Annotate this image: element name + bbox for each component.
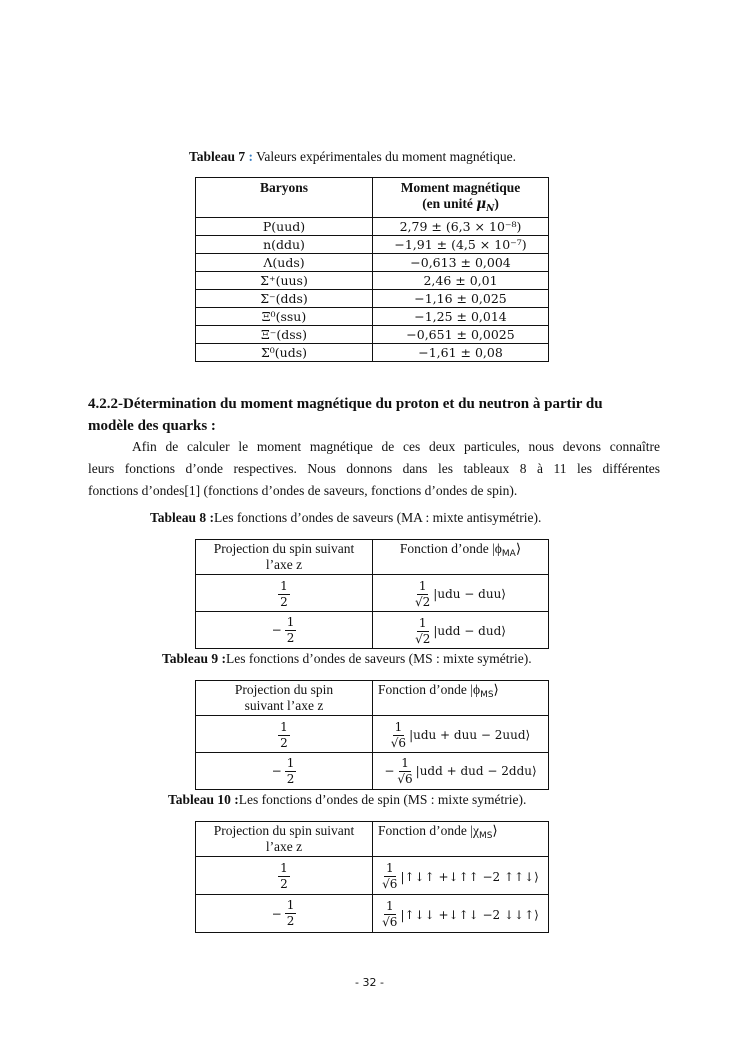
table7-caption-text: Valeurs expérimentales du moment magnétique. <box>253 149 516 164</box>
header-line1: Projection du spin <box>234 682 334 697</box>
moment-cell: 2,79 ± (6,3 × 10⁻⁸) <box>373 218 549 236</box>
table9 <box>195 680 549 790</box>
moment-cell: −1,91 ± (4,5 × 10⁻⁷) <box>373 236 549 254</box>
table-row <box>196 326 549 344</box>
moment-cell: −1,61 ± 0,08 <box>373 344 549 362</box>
paragraph-line1: Afin de calculer le moment magnétique de ces deux particules, nous devons connaître <box>132 439 660 454</box>
projection-cell <box>196 857 373 895</box>
denominator: √6 <box>390 735 407 750</box>
header-line1: Projection du spin suivant <box>213 541 355 556</box>
table9-caption-text: Les fonctions d’ondes de saveurs (MS : mixte symétrie). <box>226 651 532 666</box>
table-row <box>196 218 549 236</box>
table7 <box>195 177 549 362</box>
baryon-cell: Σ⁰(uds) <box>196 344 373 362</box>
wavefunction-cell <box>373 716 549 753</box>
table7-caption <box>189 149 516 165</box>
section-heading-line2: modèle des quarks : <box>88 418 216 434</box>
numerator: 1 <box>385 861 394 875</box>
table7-header-moment-line1: Moment magnétique <box>400 180 521 195</box>
denominator: 2 <box>286 914 295 928</box>
table-row <box>196 290 549 308</box>
header-function-text: Fonction d’onde |χ <box>378 823 479 838</box>
header-function-close: ⟩ <box>493 682 499 697</box>
wavefunction-cell <box>373 895 549 933</box>
denominator: √2 <box>415 594 431 609</box>
coefficient <box>415 579 430 610</box>
header-line2: l’axe z <box>265 557 303 572</box>
projection-cell <box>196 716 373 753</box>
table8-caption-label: Tableau 8 : <box>150 510 215 525</box>
numerator: 1 <box>280 861 288 875</box>
table-row <box>196 716 549 753</box>
denominator: 2 <box>286 771 295 786</box>
denominator: √6 <box>382 877 398 891</box>
numerator: 1 <box>286 898 295 912</box>
table7-header-row <box>196 178 549 218</box>
moment-cell: −0,613 ± 0,004 <box>373 254 549 272</box>
ket: |udd − dud⟩ <box>433 624 506 638</box>
projection-cell <box>196 753 373 790</box>
denominator: 2 <box>286 630 295 645</box>
denominator: √6 <box>382 915 398 929</box>
ket: |↑↓↑ +↓↑↑ −2 ↑↑↓⟩ <box>400 869 539 884</box>
table9-header-function <box>373 681 549 716</box>
sign: − <box>271 764 282 778</box>
table8-header-row <box>196 540 549 575</box>
mu-symbol: μ <box>476 196 487 212</box>
section-heading <box>88 393 660 437</box>
baryon-cell: Σ⁻(dds) <box>196 290 373 308</box>
coefficient <box>415 616 430 647</box>
table-row <box>196 236 549 254</box>
table8-caption <box>150 510 541 526</box>
coefficient <box>382 861 397 892</box>
numerator: 1 <box>401 755 409 770</box>
baryon-cell: P(uud) <box>196 218 373 236</box>
paragraph-line3: fonctions d’ondes[1] (fonctions d’ondes de saveurs, fonctions d’ondes de spin). <box>88 483 518 498</box>
header-function-close: ⟩ <box>492 823 498 838</box>
fraction <box>285 615 297 646</box>
paragraph-line2: leurs fonctions d’onde respectives. Nous donnons dans les tableaux 8 à 11 les différentes <box>88 461 660 476</box>
sign: − <box>271 906 282 921</box>
table-row <box>196 254 549 272</box>
table9-caption-label: Tableau 9 : <box>162 651 227 666</box>
table7-header-moment-close: ) <box>494 196 499 211</box>
header-function-sub: MS <box>480 690 494 700</box>
header-function-text: Fonction d’onde |ϕ <box>378 682 481 697</box>
projection-cell <box>196 895 373 933</box>
denominator: 2 <box>280 594 288 609</box>
table10-header-function <box>373 822 549 857</box>
denominator: √2 <box>415 631 431 646</box>
table7-caption-label: Tableau 7 <box>189 149 246 164</box>
table9-header-row <box>196 681 549 716</box>
table10-header-projection <box>196 822 373 857</box>
ket: |udu + duu − 2uud⟩ <box>409 728 531 742</box>
table7-header-moment <box>373 178 549 218</box>
header-line2: suivant l’axe z <box>244 698 324 713</box>
table9-caption <box>162 651 532 667</box>
baryon-cell: n(ddu) <box>196 236 373 254</box>
numerator: 1 <box>418 615 427 630</box>
table8 <box>195 539 549 649</box>
table-row <box>196 895 549 933</box>
numerator: 1 <box>286 614 295 629</box>
fraction <box>278 861 290 892</box>
table10 <box>195 821 549 933</box>
table-row <box>196 575 549 612</box>
table-row <box>196 308 549 326</box>
numerator: 1 <box>418 578 427 593</box>
ket: |udd + dud − 2ddu⟩ <box>415 764 537 778</box>
table8-caption-text: Les fonctions d’ondes de saveurs (MA : mixte antisymétrie). <box>214 510 542 525</box>
fraction <box>278 720 290 751</box>
table7-header-baryons: Baryons <box>196 178 373 218</box>
numerator: 1 <box>385 899 394 913</box>
fraction <box>278 579 290 610</box>
sign: − <box>271 623 282 637</box>
denominator: 2 <box>280 735 288 750</box>
table-row <box>196 612 549 649</box>
numerator: 1 <box>280 719 288 734</box>
table10-header-row <box>196 822 549 857</box>
table7-header-moment-line2: (en unité <box>422 196 477 211</box>
table7-caption-colon: : <box>245 149 254 164</box>
projection-cell <box>196 612 373 649</box>
header-function-sub: MA <box>501 549 516 559</box>
ket: |↑↓↓ +↓↑↓ −2 ↓↓↑⟩ <box>400 907 539 922</box>
table8-header-projection <box>196 540 373 575</box>
numerator: 1 <box>280 578 288 593</box>
moment-cell: −0,651 ± 0,0025 <box>373 326 549 344</box>
numerator: 1 <box>286 755 295 770</box>
baryon-cell: Ξ⁰(ssu) <box>196 308 373 326</box>
moment-cell: −1,16 ± 0,025 <box>373 290 549 308</box>
table-row <box>196 272 549 290</box>
denominator: √6 <box>397 771 413 786</box>
section-heading-line1: 4.2.2-Détermination du moment magnétique du proton et du neutron à partir du <box>88 396 603 412</box>
table-row <box>196 753 549 790</box>
moment-cell: 2,46 ± 0,01 <box>373 272 549 290</box>
wavefunction-cell <box>373 612 549 649</box>
coefficient <box>382 899 397 930</box>
coefficient <box>391 720 406 751</box>
projection-cell <box>196 575 373 612</box>
fraction <box>285 898 297 929</box>
wavefunction-cell <box>373 753 549 790</box>
wavefunction-cell <box>373 857 549 895</box>
ket: |udu − duu⟩ <box>433 587 506 601</box>
denominator: 2 <box>280 877 288 891</box>
mu-subscript: N <box>486 204 495 214</box>
page-number: - 32 - <box>355 976 384 989</box>
wavefunction-cell <box>373 575 549 612</box>
moment-cell: −1,25 ± 0,014 <box>373 308 549 326</box>
table10-caption-label: Tableau 10 : <box>168 792 239 807</box>
table10-caption <box>168 792 526 808</box>
section-paragraph <box>88 436 660 502</box>
header-line2: l’axe z <box>265 839 303 854</box>
header-line1: Projection du spin suivant <box>213 823 355 838</box>
baryon-cell: Σ⁺(uus) <box>196 272 373 290</box>
coefficient <box>397 756 412 787</box>
table-row <box>196 344 549 362</box>
baryon-cell: Λ(uds) <box>196 254 373 272</box>
table-row <box>196 857 549 895</box>
baryon-cell: Ξ⁻(dss) <box>196 326 373 344</box>
numerator: 1 <box>394 719 403 734</box>
table8-header-function <box>373 540 549 575</box>
header-function-text: Fonction d’onde |ϕ <box>399 541 502 556</box>
table10-caption-text: Les fonctions d’ondes de spin (MS : mixte symétrie). <box>238 792 527 807</box>
fraction <box>285 756 297 787</box>
coef-sign: − <box>384 764 395 778</box>
table9-header-projection <box>196 681 373 716</box>
header-function-sub: MS <box>478 831 493 841</box>
header-function-close: ⟩ <box>515 541 522 556</box>
